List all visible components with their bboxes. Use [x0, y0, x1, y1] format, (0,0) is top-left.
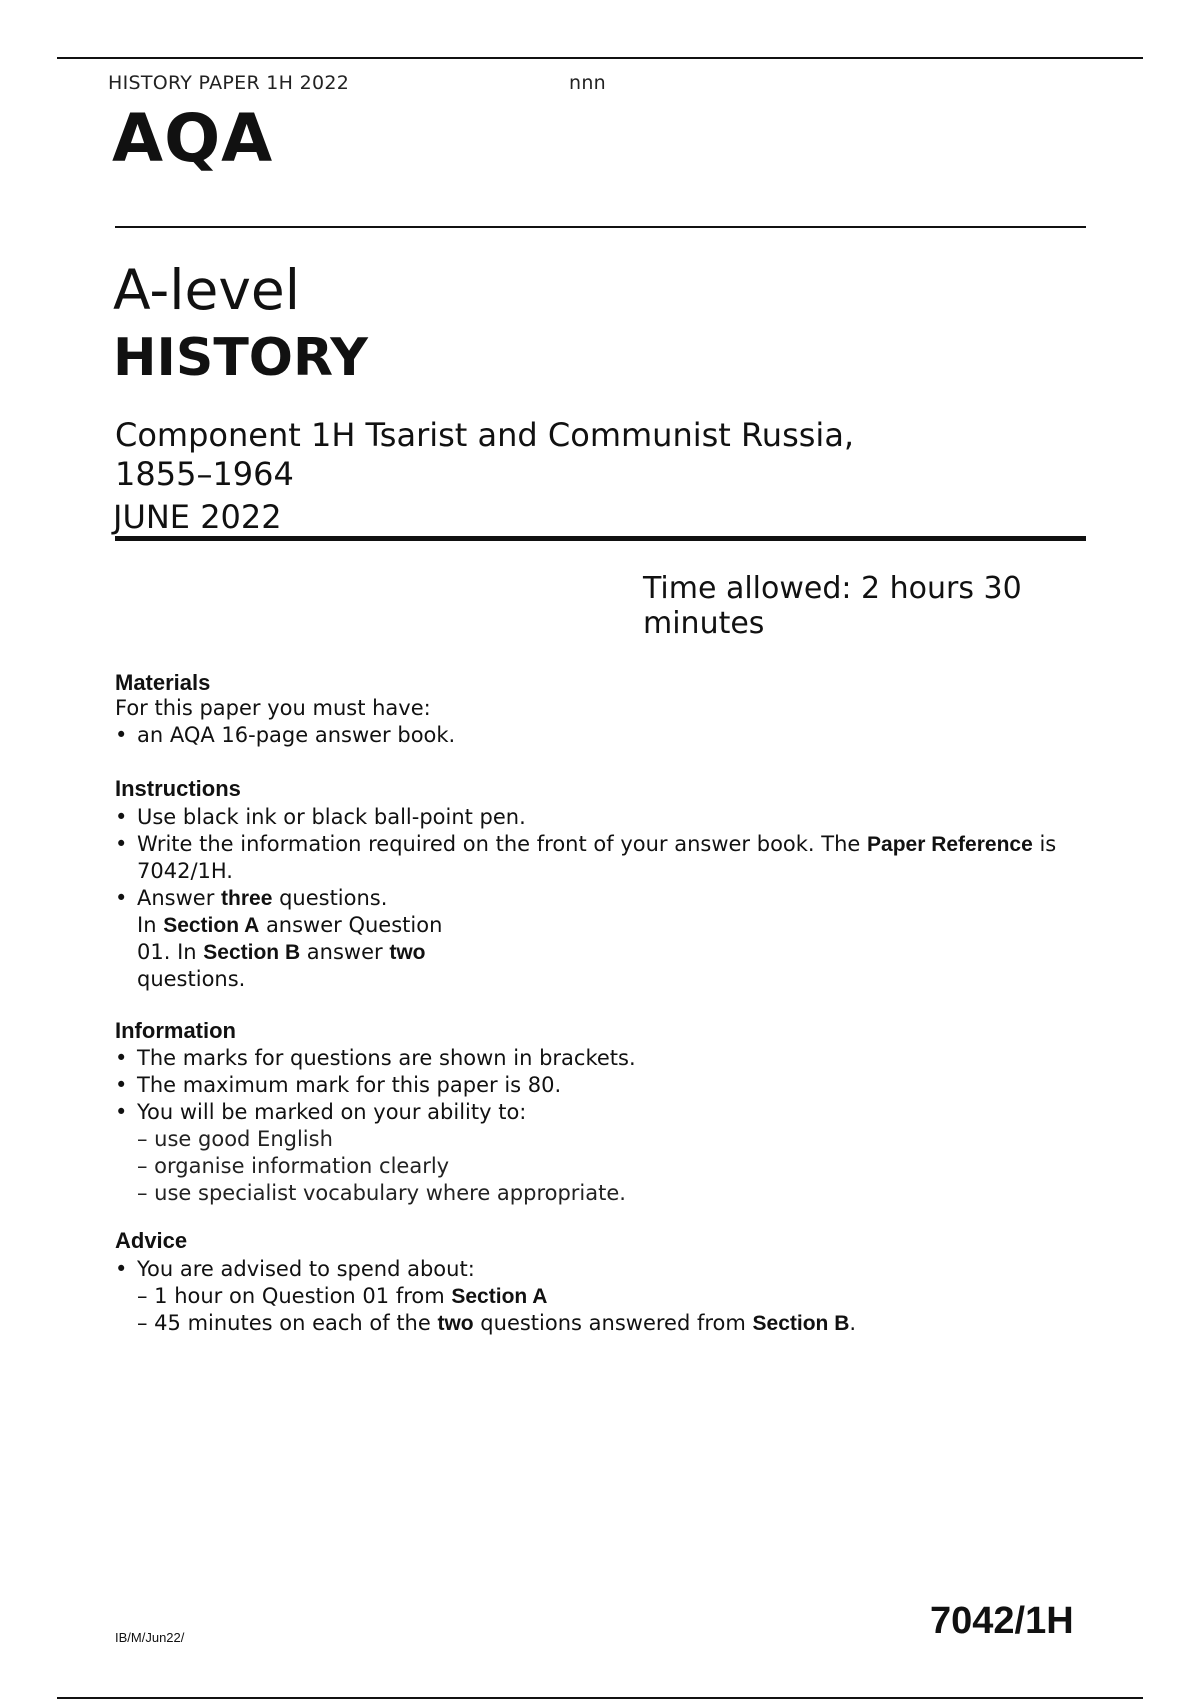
list-item: • You are advised to spend about: – 1 hour on Question 01 from Section A – 45 minutes on each of the two questions answered from Section B. — [115, 1256, 1075, 1337]
aqa-logo: AQA — [112, 100, 274, 177]
materials-heading: Materials — [115, 670, 211, 695]
instruction-two: two — [389, 941, 426, 964]
title-rule — [115, 536, 1086, 541]
instruction-section-b: Section B — [203, 941, 301, 964]
instructions-heading: Instructions — [115, 776, 241, 801]
instruction-section-a-pre: In — [137, 913, 164, 937]
level-title: A-level — [113, 258, 301, 322]
instruction-info-text: Write the information required on the front of your answer book. The — [137, 832, 868, 856]
instruction-answer-c: questions. — [272, 886, 388, 910]
footer-reference: IB/M/Jun22/ — [115, 1630, 185, 1645]
time-allowed-line-1: Time allowed: 2 hours 30 — [643, 571, 1022, 606]
time-allowed-line-2: minutes — [643, 606, 765, 641]
information-sub-english: – use good English — [137, 1127, 333, 1151]
advice-heading: Advice — [115, 1228, 188, 1253]
paper-code: 7042/1H — [930, 1600, 1074, 1642]
marker-text: nnn — [569, 72, 607, 94]
advice-section — [115, 1256, 1075, 1337]
instruction-ink: Use black ink or black ball-point pen. — [137, 805, 526, 829]
list-item: • Answer three questions. In Section A answer Question 01. In Section B answer two questions. — [115, 885, 1075, 993]
instruction-answer-a: Answer — [137, 886, 222, 910]
exam-date: JUNE 2022 — [113, 498, 282, 536]
subject-title: HISTORY — [113, 328, 368, 388]
component-line-2: 1855–1964 — [115, 455, 294, 493]
advice-section-b-mid: questions answered from — [473, 1311, 753, 1335]
instruction-section-a: Section A — [163, 914, 260, 937]
instruction-questions: questions. — [137, 967, 246, 991]
advice-period: . — [849, 1311, 857, 1335]
materials-intro: For this paper you must have: — [115, 696, 431, 720]
top-rule — [57, 57, 1143, 59]
bottom-rule — [57, 1697, 1143, 1699]
list-item: • The maximum mark for this paper is 80. — [115, 1073, 562, 1097]
instruction-section-a-post: answer Question — [259, 913, 443, 937]
instruction-section-b-pre: 01. In — [137, 940, 204, 964]
instructions-section — [115, 804, 1075, 993]
paper-label: HISTORY PAPER 1H 2022 — [108, 72, 350, 94]
list-item: • You will be marked on your ability to: – use good English – organise information clearly – use specialist vocabulary where appropriate. — [115, 1099, 1075, 1207]
time-allowed — [643, 571, 1083, 641]
advice-section-b: Section B — [752, 1312, 850, 1335]
advice-section-a-text: – 1 hour on Question 01 from — [137, 1284, 452, 1308]
instruction-answer-three: three — [221, 887, 273, 910]
advice-two: two — [437, 1312, 474, 1335]
list-item: • The marks for questions are shown in brackets. — [115, 1046, 636, 1070]
header-rule — [115, 226, 1086, 228]
instruction-info-end: is 7042/1H. — [137, 832, 1057, 883]
list-item: • Write the information required on the front of your answer book. The Paper Reference is 7042/1H. — [115, 832, 1057, 883]
materials-item: an AQA 16-page answer book. — [137, 723, 456, 747]
information-sub-organise: – organise information clearly — [137, 1154, 450, 1178]
information-marks: The marks for questions are shown in brackets. — [137, 1046, 636, 1070]
list-item: • Use black ink or black ball-point pen. — [115, 805, 526, 829]
materials-section — [115, 695, 1075, 749]
component-title — [115, 416, 1075, 494]
component-line-1: Component 1H Tsarist and Communist Russia, — [115, 416, 855, 454]
list-item: • an AQA 16-page answer book. — [115, 723, 456, 747]
advice-section-a: Section A — [451, 1285, 548, 1308]
information-max-mark: The maximum mark for this paper is 80. — [137, 1073, 562, 1097]
advice-section-b-text: – 45 minutes on each of the — [137, 1311, 438, 1335]
advice-intro: You are advised to spend about: — [137, 1257, 475, 1281]
information-heading: Information — [115, 1018, 236, 1043]
information-sub-vocabulary: – use specialist vocabulary where appropriate. — [137, 1181, 626, 1205]
information-section — [115, 1045, 1075, 1207]
information-ability: You will be marked on your ability to: — [137, 1100, 527, 1124]
instruction-section-b-post: answer — [300, 940, 390, 964]
paper-reference-label: Paper Reference — [867, 833, 1033, 856]
